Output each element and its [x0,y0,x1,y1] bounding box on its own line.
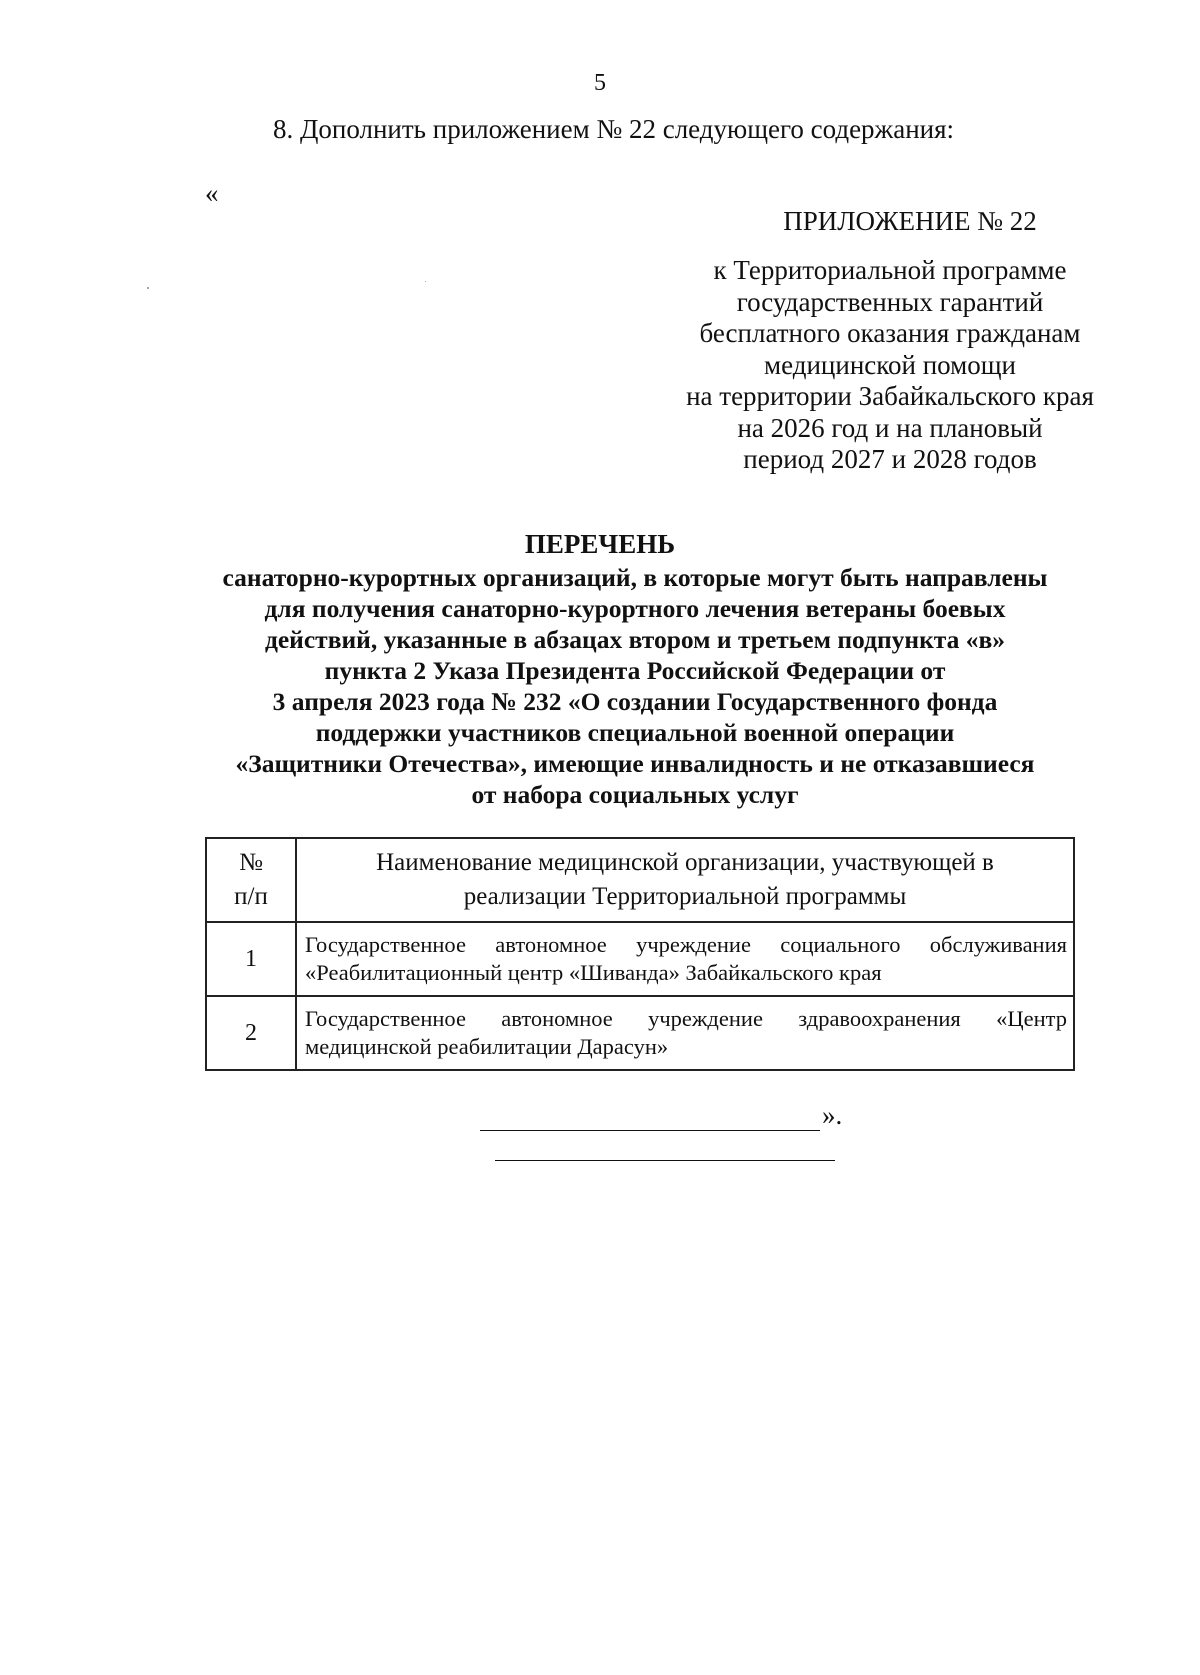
intro-text: 8. Дополнить приложением № 22 следующего содержания: [273,114,955,144]
appendix-line: государственных гарантий [736,286,1044,317]
header-name-line: реализации Территориальной программы [463,883,907,910]
appendix-line: бесплатного оказания гражданам [699,318,1081,348]
scan-speck [425,281,426,282]
closing-underline [480,1104,820,1131]
appendix-subtitle [640,255,1140,476]
open-quote-mark: « [205,178,219,208]
appendix-line: период 2027 и 2028 годов [743,444,1037,474]
subheading-line: поддержки участников специальной военной операции [315,718,955,747]
appendix-line: медицинской помощи [764,349,1016,380]
table-row [206,922,1074,996]
list-heading: ПЕРЕЧЕНЬ [524,529,676,559]
header-number-line: № [239,849,263,876]
subheading-line: для получения санаторно-курортного лечения ветераны боевых [264,594,1006,623]
organizations-table [205,837,1075,1071]
header-organization-name [296,838,1074,922]
appendix-line: на территории Забайкальского края [686,381,1094,411]
closing-mark [480,1100,842,1131]
organization-name: Государственное автономное учреждение здравоохранения «Центр медицинской реабилитации Дарасун» [296,996,1074,1070]
end-divider [495,1160,835,1161]
row-number: 2 [206,996,296,1070]
table-header-row [206,838,1074,922]
list-subheading [190,562,1080,810]
page-number: 5 [594,70,606,96]
header-name-line: Наименование медицинской организации, участвующей в [376,849,994,876]
appendix-title: ПРИЛОЖЕНИЕ № 22 [783,206,1037,236]
subheading-line: 3 апреля 2023 года № 232 «О создании Государственного фонда [272,687,998,716]
scan-speck [147,287,149,289]
header-number [206,838,296,922]
appendix-line: на 2026 год и на плановый [737,412,1043,443]
closing-quote: ». [822,1100,843,1130]
row-number: 1 [206,922,296,996]
subheading-line: от набора социальных услуг [471,780,799,809]
subheading-line: санаторно-курортных организаций, в которые могут быть направлены [222,563,1048,592]
subheading-line: действий, указанные в абзацах втором и третьем подпункта «в» [264,625,1006,654]
subheading-line: «Защитники Отечества», имеющие инвалидность и не отказавшиеся [235,749,1035,778]
subheading-line: пункта 2 Указа Президента Российской Федерации от [324,656,946,685]
organization-name: Государственное автономное учреждение социального обслуживания «Реабилитационный центр «Шиванда» Забайкальского края [296,922,1074,996]
header-number-line: п/п [234,883,268,910]
table-row [206,996,1074,1070]
appendix-line: к Территориальной программе [713,255,1067,285]
